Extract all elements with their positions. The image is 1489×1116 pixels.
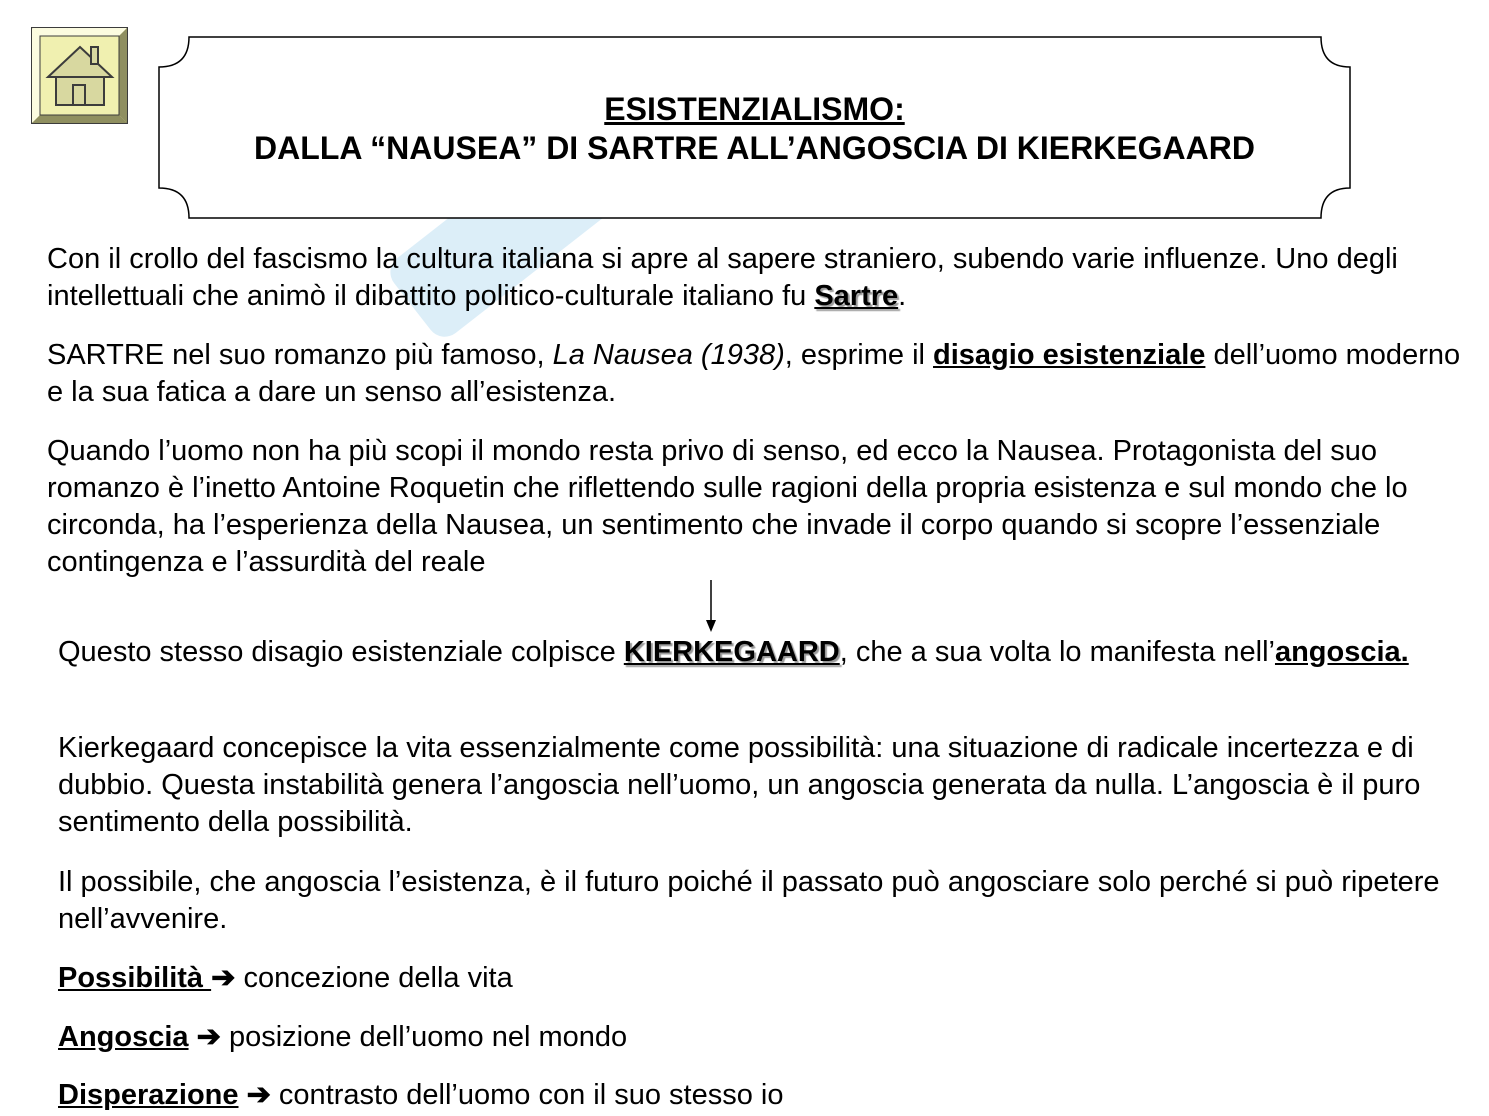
definition-term: Angoscia bbox=[58, 1021, 189, 1053]
intro-text: Con il crollo del fascismo la cultura italiana si apre al sapere straniero, subendo varie influenze. Uno degli intellettuali che animò il dibattito politico-culturale italiano fu bbox=[47, 243, 1398, 312]
disagio-term: disagio esistenziale bbox=[933, 339, 1206, 371]
definition-item bbox=[58, 960, 1058, 997]
home-icon bbox=[31, 27, 128, 124]
kierkegaard-link: KIERKEGAARD bbox=[623, 636, 840, 668]
sartre-link: Sartre bbox=[814, 280, 899, 312]
paragraph-kierkegaard bbox=[58, 634, 1478, 671]
right-arrow-icon: ➔ bbox=[196, 1021, 221, 1053]
right-arrow-icon: ➔ bbox=[211, 962, 236, 994]
page-title bbox=[158, 90, 1351, 168]
paragraph-intro bbox=[47, 241, 1477, 315]
definition-text: concezione della vita bbox=[235, 962, 513, 994]
home-button[interactable] bbox=[31, 27, 128, 124]
novel-title: La Nausea (1938) bbox=[552, 339, 785, 371]
paragraph-possibility: Kierkegaard concepisce la vita essenzialmente come possibilità: una situazione di radicale incertezza e di dubbio. Questa instabilità genera l’angoscia nell’uomo, un angoscia generata da nulla. L’angoscia è il puro sentimento della possibilità. bbox=[58, 732, 1421, 838]
paragraph-future: Il possibile, che angoscia l’esistenza, è il futuro poiché il passato può angosciare solo perché si può ripetere nell’avvenire. bbox=[58, 866, 1440, 935]
definition-item bbox=[58, 1019, 1058, 1056]
kierkegaard-text-a: Questo stesso disagio esistenziale colpisce bbox=[58, 636, 624, 668]
title-line-2: DALLA “NAUSEA” DI SARTRE ALL’ANGOSCIA DI KIERKEGAARD bbox=[254, 130, 1255, 166]
kierkegaard-text-b: , che a sua volta lo manifesta nell’ bbox=[839, 636, 1275, 668]
paragraph-sartre bbox=[47, 337, 1477, 411]
sartre-text-a: SARTRE nel suo romanzo più famoso, bbox=[47, 339, 553, 371]
definition-item bbox=[58, 1077, 1058, 1114]
right-arrow-icon: ➔ bbox=[246, 1079, 271, 1111]
definition-text: posizione dell’uomo nel mondo bbox=[220, 1021, 628, 1053]
title-box bbox=[158, 36, 1351, 219]
definition-text: contrasto dell’uomo con il suo stesso io bbox=[270, 1079, 784, 1111]
intro-end: . bbox=[898, 280, 907, 312]
sartre-text-b: , esprime il bbox=[784, 339, 934, 371]
definition-term: Disperazione bbox=[58, 1079, 239, 1111]
definition-term: Possibilità bbox=[58, 962, 212, 994]
angoscia-term: angoscia. bbox=[1274, 636, 1409, 668]
sartre-text-c: dell’uomo moderno e la sua fatica a dare un senso all’esistenza. bbox=[47, 339, 1461, 408]
down-arrow-icon bbox=[703, 580, 719, 632]
paragraph-nausea: Quando l’uomo non ha più scopi il mondo resta privo di senso, ed ecco la Nausea. Protagonista del suo romanzo è l’inetto Antoine Roquetin che riflettendo sulle ragioni della propria esistenza e sul mondo che lo circonda, ha l’esperienza della Nausea, un sentimento che invade il corpo quando si scopre l’essenziale contingenza e l’assurdità del reale bbox=[47, 435, 1408, 578]
title-line-1: ESISTENZIALISMO: bbox=[604, 91, 905, 127]
